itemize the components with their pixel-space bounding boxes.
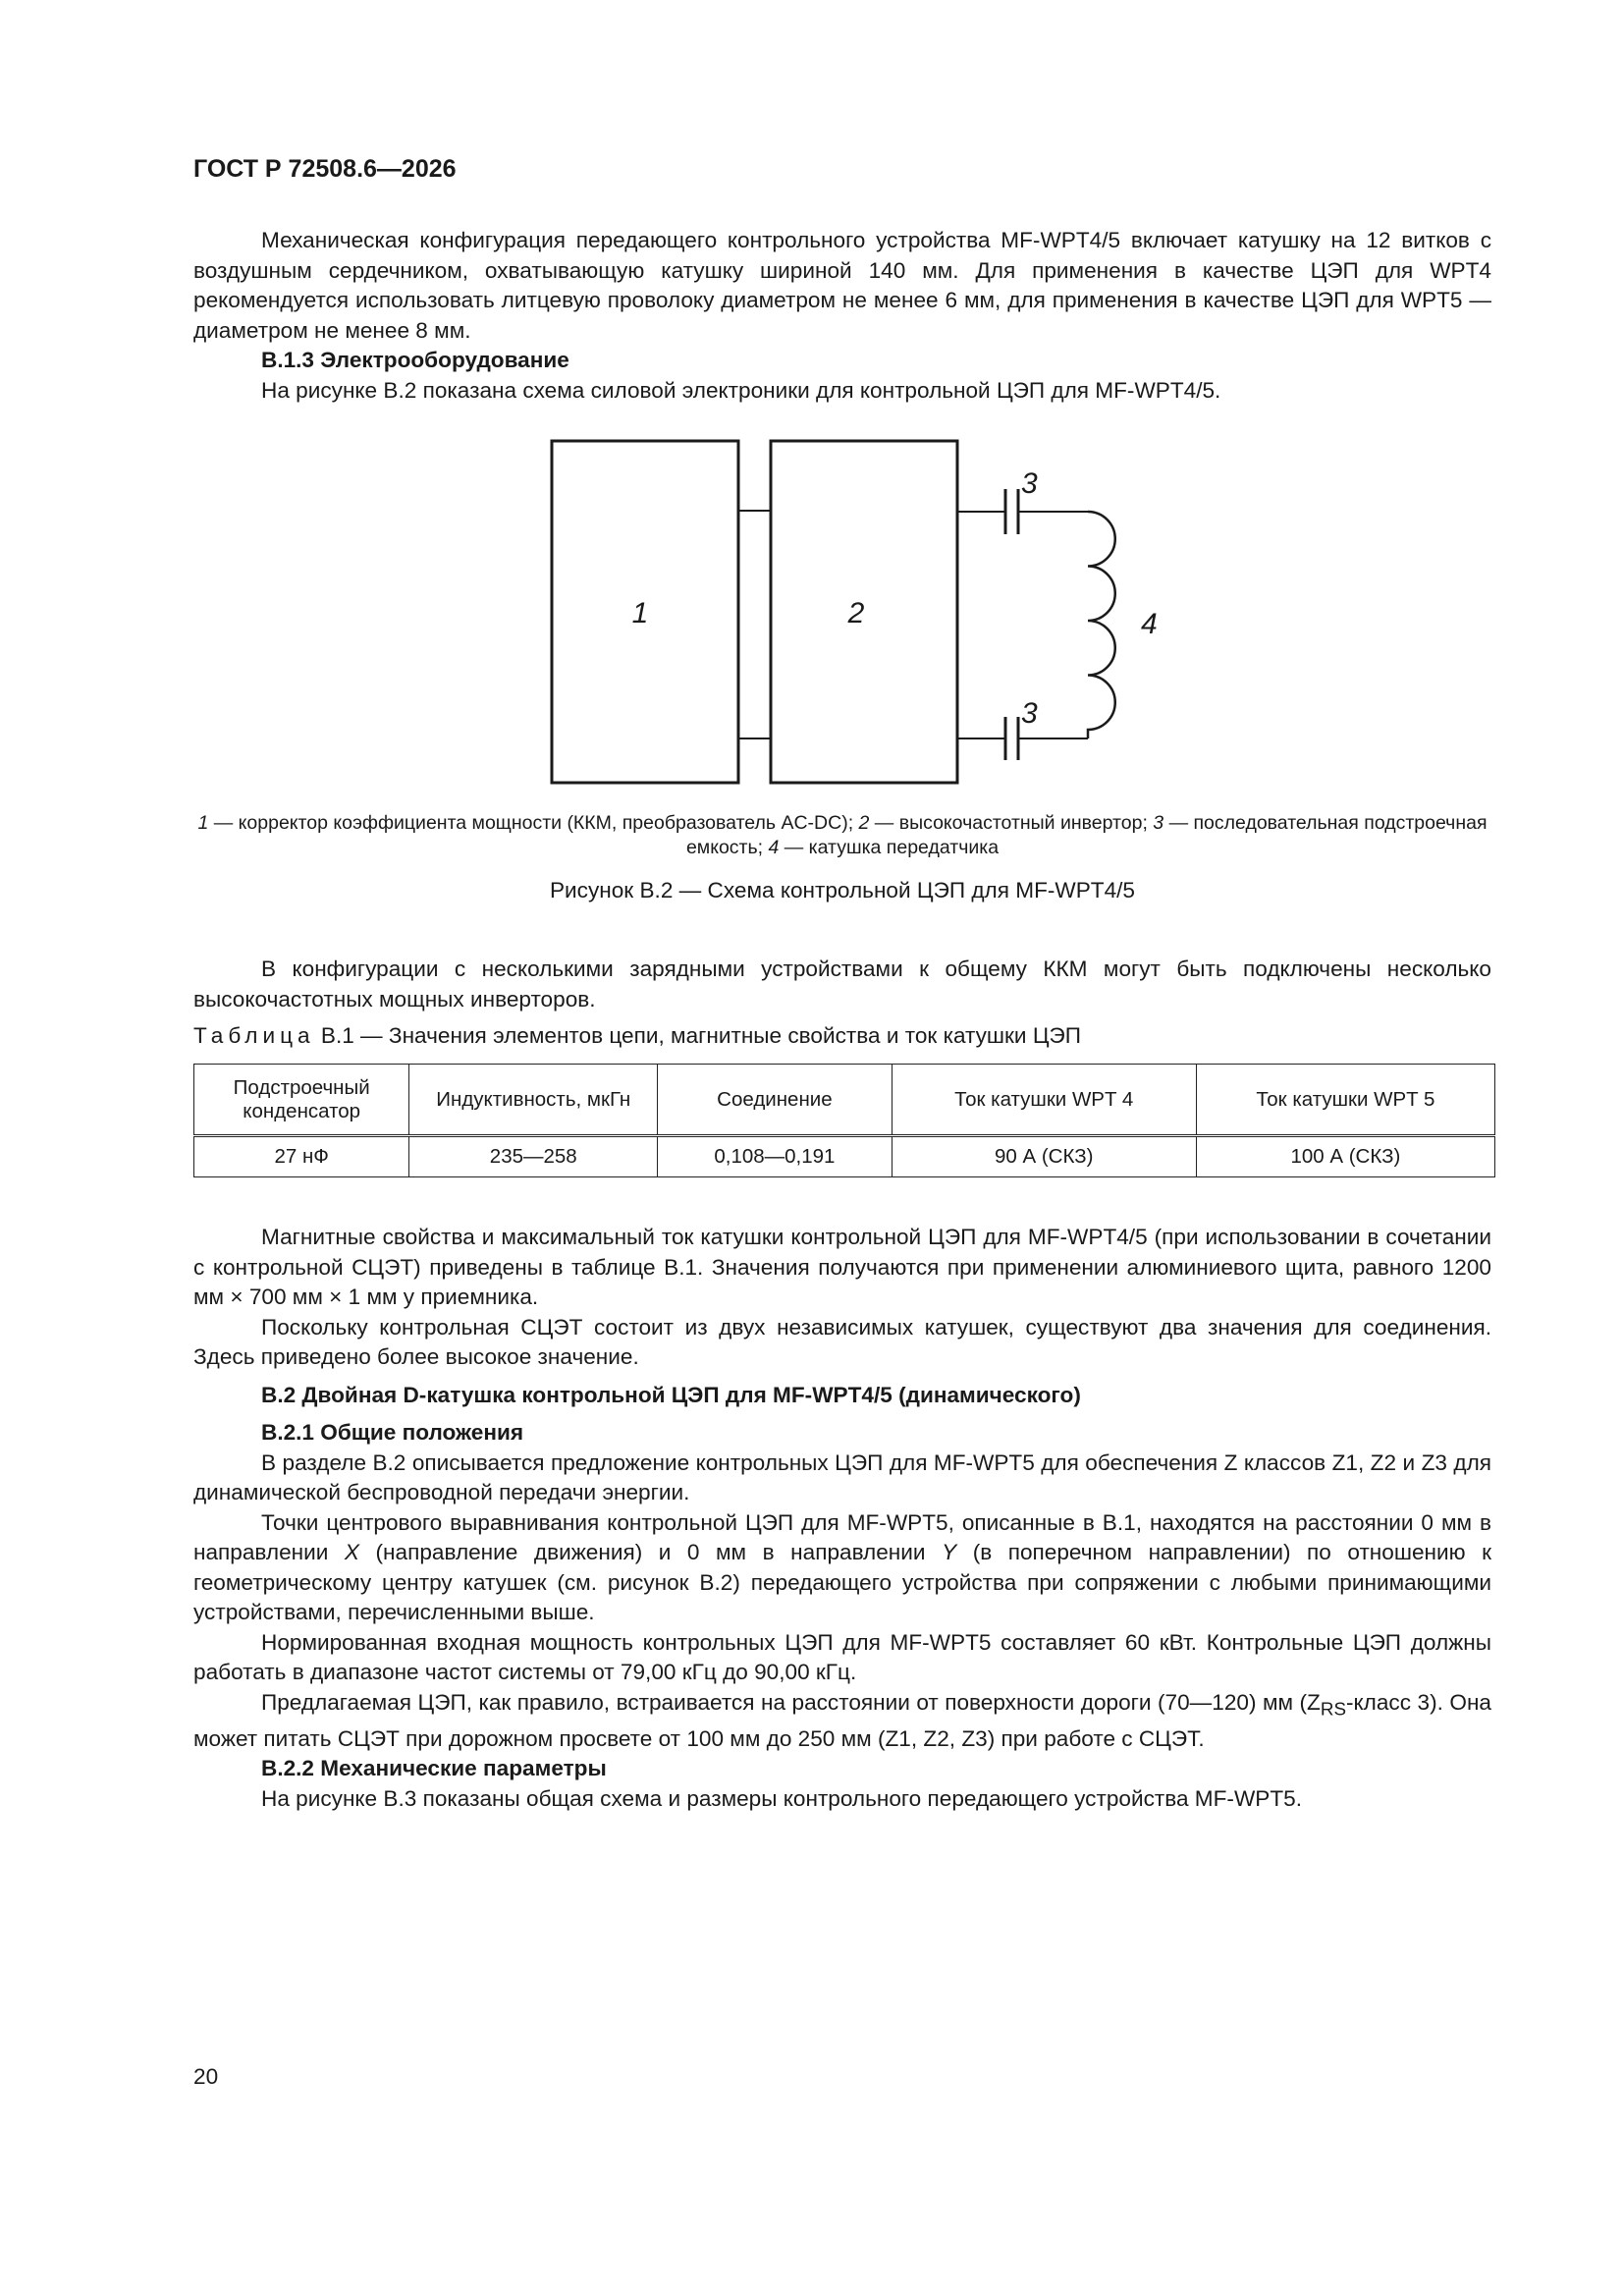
legend-text-2: — высокочастотный инвертор; (869, 812, 1154, 834)
legend-text-1: — корректор коэффициента мощности (ККМ, преобразователь AC-DC); (208, 812, 859, 834)
paragraph-alignment-points (193, 1508, 1491, 1628)
heading-b-1-3: В.1.3 Электрооборудование (261, 348, 569, 372)
label-capacitor-top: 3 (1021, 467, 1038, 500)
table-title-rest: В.1 — Значения элементов цепи, магнитные свойства и ток катушки ЦЭП (314, 1023, 1082, 1048)
paragraph-figure-intro: На рисунке В.2 показана схема силовой электроники для контрольной ЦЭП для MF-WPT4/5. (261, 377, 1221, 403)
cell-capacitor: 27 нФ (194, 1136, 409, 1177)
paragraph-two-coils: Поскольку контрольная СЦЭТ состоит из двух независимых катушек, существуют два значения для соединения. Здесь приведено более высокое значение. (193, 1314, 1491, 1369)
col-header-capacitor: Подстроечный конденсатор (194, 1065, 409, 1136)
table-title-word: Таблица (193, 1023, 315, 1048)
figure-caption: Рисунок В.2 — Схема контрольной ЦЭП для MF-WPT4/5 (549, 878, 1135, 902)
cell-inductance: 235—258 (409, 1136, 658, 1177)
legend-text-3: — последовательная подстроечная емкость; (685, 812, 1488, 858)
label-capacitor-bottom: 3 (1021, 697, 1038, 730)
col-header-wpt5-current: Ток катушки WPT 5 (1196, 1065, 1494, 1136)
cell-wpt4-current: 90 А (СКЗ) (892, 1136, 1196, 1177)
paragraph-embedding (193, 1688, 1491, 1755)
circuit-values-table (193, 1064, 1495, 1177)
legend-text-4: — катушка передатчика (779, 837, 1000, 858)
text-block-mid (193, 955, 1491, 1014)
para7-part-c: (в поперечном направлении) по отношению к геометрическому центру катушек (см. рисунок В.2) передающего устройства при сопряжении с любыми принимающими устройствами, перечисленными выше. (193, 1540, 1491, 1624)
para7-axis-x: X (344, 1540, 359, 1564)
label-block-1: 1 (631, 597, 649, 629)
para7-part-a: Точки центрового выравнивания контрольной ЦЭП для MF-WPT5, описанные в В.1, находятся на расстоянии 0 мм в направлении (193, 1509, 1491, 1564)
para9-subscript: RS (1320, 1698, 1347, 1720)
para9-part-b: -класс 3). Она может питать СЦЭТ при дорожном просвете от 100 мм до 250 мм (Z1, Z2, Z3) при работе с СЦЭТ. (193, 1689, 1491, 1751)
figure-legend (193, 811, 1491, 860)
cell-wpt5-current: 100 А (СКЗ) (1196, 1136, 1494, 1177)
legend-num-4: 4 (768, 837, 780, 858)
legend-num-3: 3 (1153, 812, 1164, 834)
para7-axis-y: Y (942, 1540, 957, 1564)
table-header-row (194, 1065, 1495, 1136)
text-block-bottom (193, 1223, 1491, 1814)
paragraph-multiple-chargers: В конфигурации с несколькими зарядными устройствами к общему ККМ могут быть подключены несколько высокочастотных мощных инверторов. (193, 957, 1491, 1011)
table-title (193, 1023, 1081, 1049)
label-block-2: 2 (847, 597, 865, 629)
document-code-header: ГОСТ Р 72508.6—2026 (193, 155, 457, 183)
page-number: 20 (193, 2064, 219, 2089)
label-coil: 4 (1141, 608, 1158, 640)
para7-part-b: (направление движения) и 0 мм в направлении (358, 1540, 943, 1564)
col-header-coupling: Соединение (658, 1065, 892, 1136)
paragraph-magnetic-properties: Магнитные свойства и максимальный ток катушки контрольной ЦЭП для MF-WPT4/5 (при использовании в сочетании с контрольной СЦЭТ) приведены в таблице В.1. Значения получаются при применении алюминиевого щита, равного 1200 мм × 700 мм × 1 мм у приемника. (193, 1225, 1491, 1309)
col-header-inductance: Индуктивность, мкГн (409, 1065, 658, 1136)
circuit-diagram (530, 430, 1159, 786)
paragraph-figure-b3: На рисунке В.3 показаны общая схема и размеры контрольного передающего устройства MF-WPT5. (261, 1785, 1302, 1811)
legend-num-2: 2 (858, 812, 870, 834)
heading-b-2: В.2 Двойная D-катушка контрольной ЦЭП для MF-WPT4/5 (динамического) (261, 1382, 1081, 1407)
para9-part-a: Предлагаемая ЦЭП, как правило, встраивается на расстоянии от поверхности дороги (70—120) мм (Z (261, 1689, 1321, 1715)
paragraph-mechanical-config: Механическая конфигурация передающего контрольного устройства MF-WPT4/5 включает катушку на 12 витков с воздушным сердечником, охватывающую катушку шириной 140 мм. Для применения в качестве ЦЭП для WPT4 рекомендуется использовать литцевую проволоку диаметром не менее 6 мм, для применения в качестве ЦЭП для WPT5 — диаметром не менее 8 мм. (193, 228, 1491, 343)
paragraph-input-power: Нормированная входная мощность контрольных ЦЭП для MF-WPT5 составляет 60 кВт. Контрольные ЦЭП должны работать в диапазоне частот системы от 79,00 кГц до 90,00 кГц. (193, 1629, 1491, 1684)
heading-b-2-1: В.2.1 Общие положения (261, 1420, 524, 1445)
col-header-wpt4-current: Ток катушки WPT 4 (892, 1065, 1196, 1136)
legend-num-1: 1 (197, 812, 209, 834)
text-block-top (193, 226, 1491, 406)
cell-coupling: 0,108—0,191 (658, 1136, 892, 1177)
table-row (194, 1136, 1495, 1177)
coil-inductor (1088, 512, 1115, 738)
paragraph-section-b2: В разделе В.2 описывается предложение контрольных ЦЭП для MF-WPT5 для обеспечения Z классов Z1, Z2 и Z3 для динамической беспроводной передачи энергии. (193, 1449, 1491, 1504)
heading-b-2-2: В.2.2 Механические параметры (261, 1756, 607, 1781)
